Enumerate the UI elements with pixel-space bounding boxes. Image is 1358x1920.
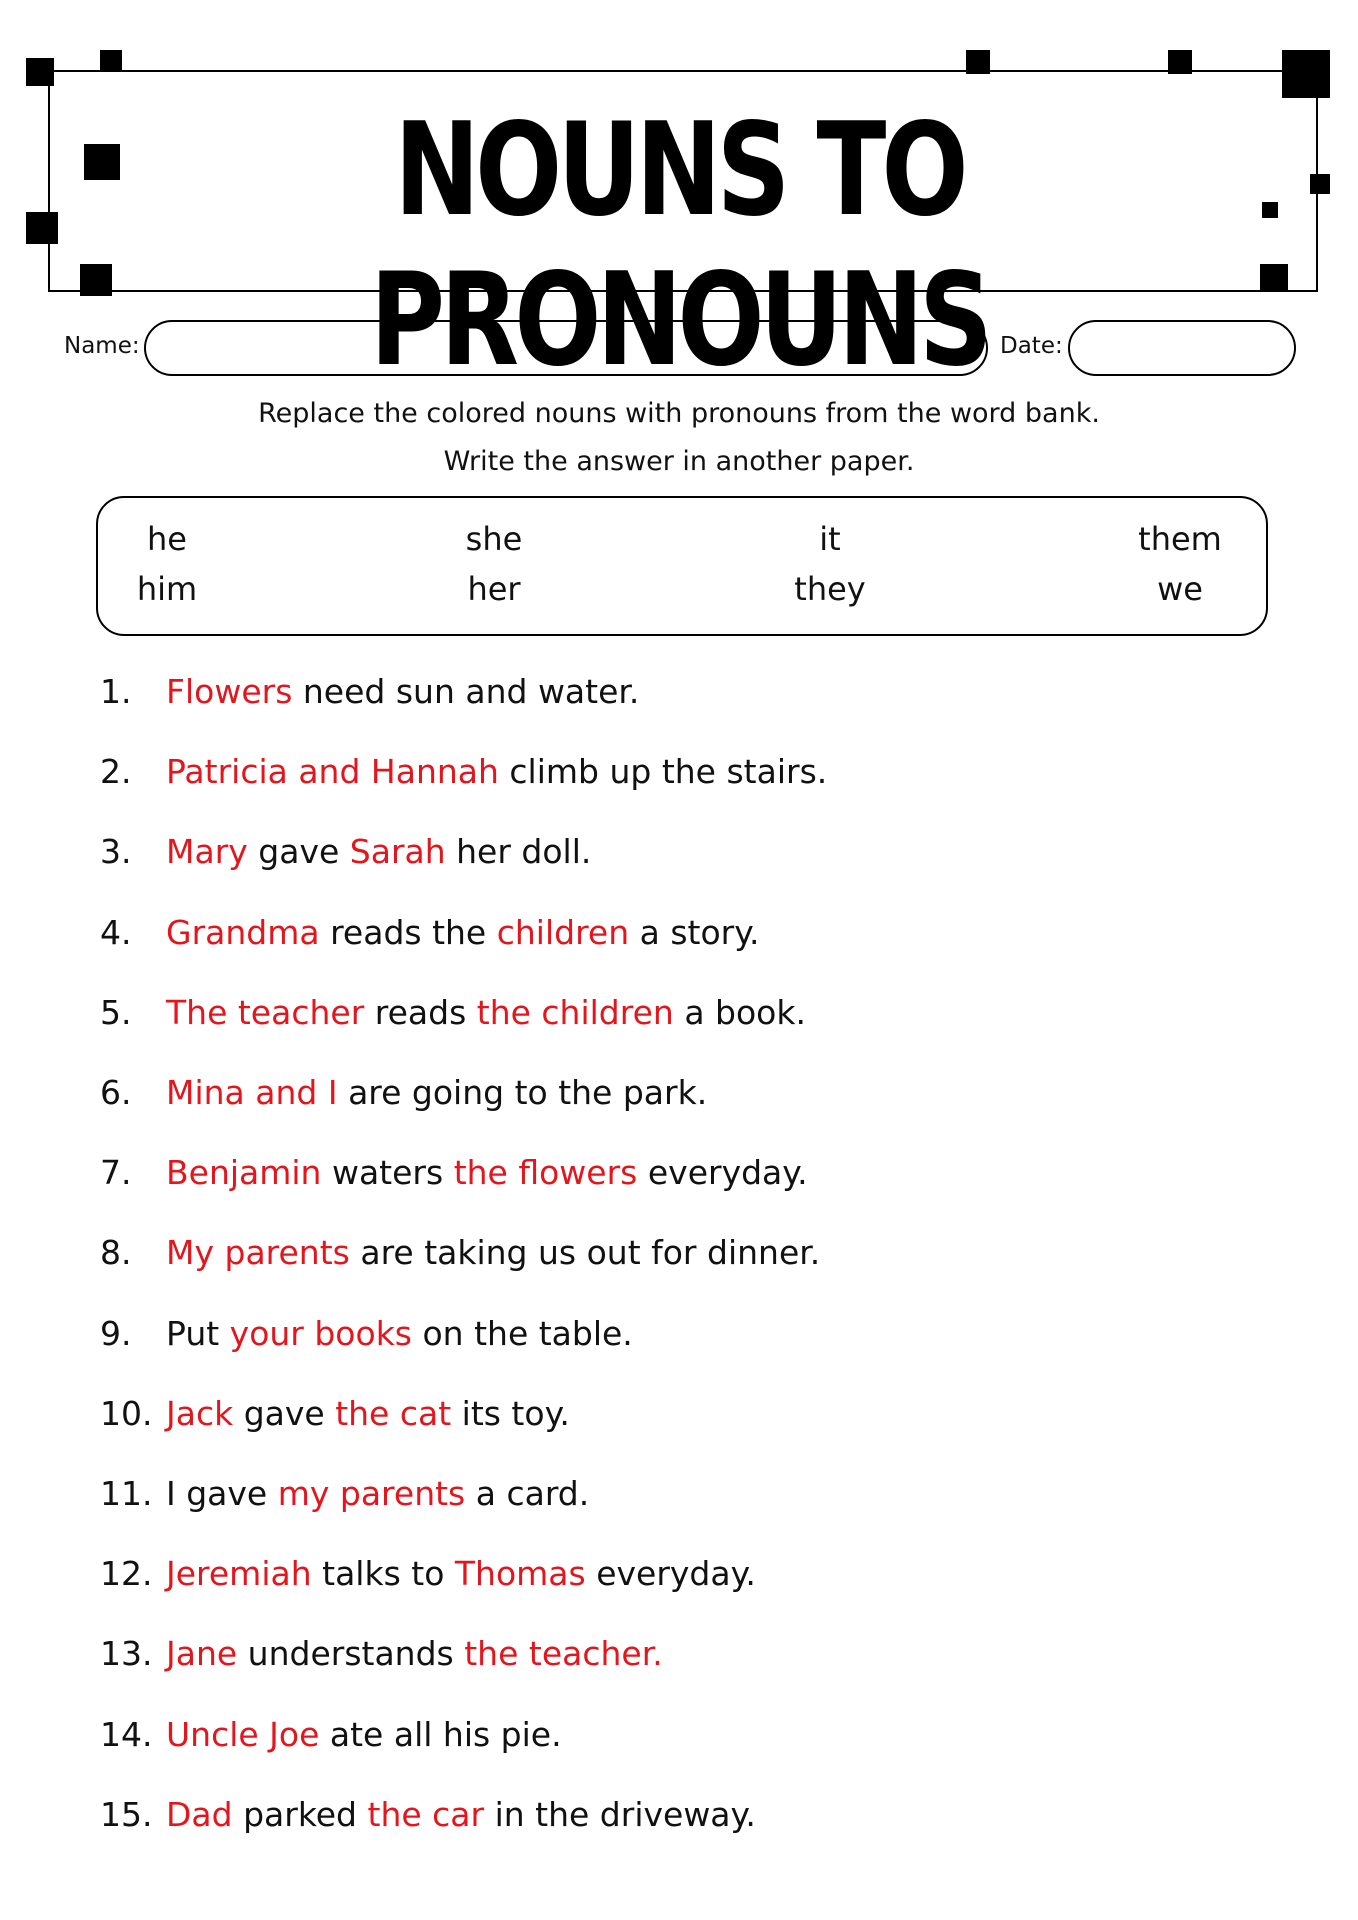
colored-noun: Dad	[166, 1795, 233, 1834]
sentence-text: on the table.	[412, 1314, 633, 1353]
word-bank-item: it	[819, 520, 841, 558]
question-sentence	[166, 752, 827, 791]
colored-noun: My parents	[166, 1233, 350, 1272]
decor-square	[26, 58, 54, 86]
sentence-text: need sun and water.	[292, 672, 640, 711]
sentence-text: waters	[321, 1153, 454, 1192]
colored-noun: Sarah	[349, 832, 446, 871]
colored-noun: Benjamin	[166, 1153, 322, 1192]
sentence-text: in the driveway.	[484, 1795, 756, 1834]
question-number: 5.	[100, 993, 132, 1032]
sentence-text: its toy.	[451, 1394, 570, 1433]
word-bank-item: she	[465, 520, 523, 558]
sentence-text: parked	[232, 1795, 368, 1834]
question-sentence	[166, 1394, 570, 1433]
question-number: 1.	[100, 672, 132, 711]
sentence-text: are going to the park.	[337, 1073, 708, 1112]
instruction-line-1: Replace the colored nouns with pronouns from the word bank.	[258, 398, 1100, 429]
sentence-text: climb up the stairs.	[498, 752, 828, 791]
colored-noun: children	[496, 913, 630, 952]
question-sentence	[166, 1795, 756, 1834]
sentence-text: reads	[364, 993, 477, 1032]
question-sentence	[166, 1715, 562, 1754]
decor-square	[84, 144, 120, 180]
colored-noun: Mina and I	[166, 1073, 338, 1112]
word-bank-item: him	[136, 570, 198, 608]
question-number: 7.	[100, 1153, 132, 1192]
sentence-text: are taking us out for dinner.	[349, 1233, 821, 1272]
word-bank-item: we	[1157, 570, 1203, 608]
name-field[interactable]	[144, 320, 988, 376]
question-number: 8.	[100, 1233, 132, 1272]
sentence-text: ate all his pie.	[319, 1715, 562, 1754]
decor-square	[1282, 50, 1330, 98]
sentence-text: everyday.	[585, 1554, 756, 1593]
decor-square	[1310, 174, 1330, 194]
word-bank-item: they	[794, 570, 866, 608]
sentence-text: talks to	[311, 1554, 455, 1593]
decor-square	[100, 50, 122, 72]
colored-noun: Thomas	[454, 1554, 586, 1593]
colored-noun: Jane	[166, 1634, 238, 1673]
decor-square	[966, 50, 990, 74]
decor-square	[1168, 50, 1192, 74]
sentence-text: Put	[166, 1314, 230, 1353]
question-number: 3.	[100, 832, 132, 871]
sentence-text: reads the	[319, 913, 497, 952]
sentence-text: gave	[247, 832, 350, 871]
question-sentence	[166, 993, 806, 1032]
colored-noun: my parents	[277, 1474, 466, 1513]
date-field[interactable]	[1068, 320, 1296, 376]
question-number: 12.	[100, 1554, 153, 1593]
question-number: 13.	[100, 1634, 153, 1673]
question-sentence	[166, 1634, 663, 1673]
question-number: 6.	[100, 1073, 132, 1112]
question-number: 11.	[100, 1474, 153, 1513]
question-sentence	[166, 1073, 707, 1112]
word-bank-item: he	[147, 520, 187, 558]
colored-noun: The teacher	[166, 993, 365, 1032]
sentence-text: understands	[237, 1634, 465, 1673]
date-label: Date:	[1000, 333, 1063, 359]
colored-noun: Uncle Joe	[166, 1715, 320, 1754]
colored-noun: Flowers	[166, 672, 293, 711]
colored-noun: Mary	[166, 832, 248, 871]
decor-square	[1262, 202, 1278, 218]
sentence-text: a story.	[629, 913, 760, 952]
decor-square	[1260, 264, 1288, 292]
question-sentence	[166, 913, 760, 952]
sentence-text: I gave	[166, 1474, 278, 1513]
question-sentence	[166, 1474, 589, 1513]
question-sentence	[166, 1153, 808, 1192]
colored-noun: Grandma	[166, 913, 320, 952]
sentence-text: a book.	[673, 993, 806, 1032]
colored-noun: the teacher.	[464, 1634, 663, 1673]
question-number: 10.	[100, 1394, 153, 1433]
colored-noun: Jeremiah	[166, 1554, 312, 1593]
question-number: 15.	[100, 1795, 153, 1834]
question-sentence	[166, 1233, 820, 1272]
question-sentence	[166, 832, 591, 871]
word-bank-item: them	[1138, 520, 1222, 558]
word-bank	[96, 496, 1268, 636]
word-bank-item: her	[467, 570, 521, 608]
sentence-text: everyday.	[637, 1153, 808, 1192]
colored-noun: Patricia and Hannah	[166, 752, 499, 791]
decor-square	[80, 264, 112, 296]
worksheet-title: NOUNS TO PRONOUNS	[370, 96, 988, 395]
colored-noun: the car	[367, 1795, 485, 1834]
colored-noun: the children	[476, 993, 674, 1032]
question-sentence	[166, 672, 639, 711]
sentence-text: her doll.	[445, 832, 592, 871]
sentence-text: a card.	[465, 1474, 590, 1513]
question-sentence	[166, 1314, 633, 1353]
colored-noun: the cat	[335, 1394, 452, 1433]
decor-square	[26, 212, 58, 244]
question-sentence	[166, 1554, 756, 1593]
colored-noun: your books	[229, 1314, 412, 1353]
question-number: 9.	[100, 1314, 132, 1353]
sentence-text: gave	[233, 1394, 336, 1433]
instruction-line-2: Write the answer in another paper.	[443, 446, 915, 477]
colored-noun: the flowers	[453, 1153, 638, 1192]
question-number: 2.	[100, 752, 132, 791]
question-number: 4.	[100, 913, 132, 952]
question-number: 14.	[100, 1715, 153, 1754]
name-label: Name:	[64, 333, 140, 359]
colored-noun: Jack	[166, 1394, 234, 1433]
